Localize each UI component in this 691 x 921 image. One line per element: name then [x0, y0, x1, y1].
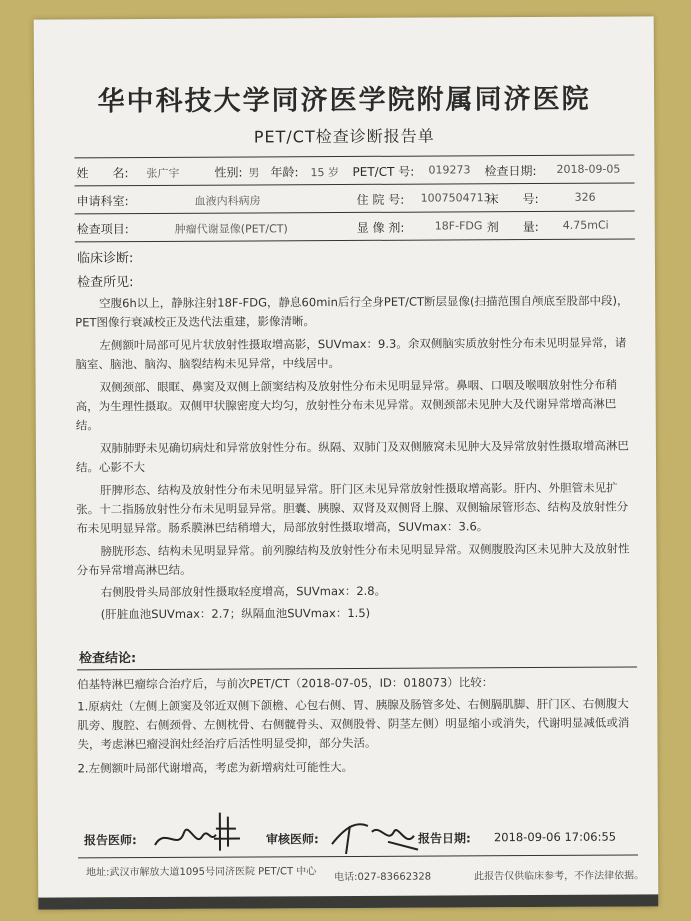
- report-title: PET/CT检查诊断报告单: [253, 126, 435, 147]
- findings-paragraph-7: 右侧股骨头局部放射性摄取轻度增高，SUVmax：2.8。: [100, 583, 387, 600]
- dept-label: 申请科室:: [76, 194, 129, 209]
- conclusion-rule: [77, 666, 637, 670]
- findings-paragraph-1: 空腹6h以上，静脉注射18F-FDG，静息60min后行全身PET/CT断层显像(扫描范围自颅底至股部中段)，PET图像行衰减校正及迭代法重建，影像清晰。: [75, 293, 629, 330]
- exam-date-label: 检查日期:: [484, 163, 537, 179]
- findings-paragraph-8: (肝脏血池SUVmax：2.7；纵隔血池SUVmax：1.5): [100, 605, 371, 622]
- hospital-name: 华中科技大学同济医学院附属同济医院: [97, 83, 591, 118]
- age-label: 年龄:: [270, 165, 299, 180]
- conclusion-label: 检查结论:: [78, 651, 137, 667]
- reporter-label: 报告医师:: [83, 833, 137, 848]
- report-date-value: 2018-09-06 17:06:55: [493, 829, 617, 845]
- findings-paragraph-5: 肝脾形态、结构及放射性分布未见明显异常。肝门区未见异常放射性摄取增高影。肝内、外胆管未见扩张。十二指肠放射性分布未见明显异常。胆囊、胰腺、双肾及双侧肾上腺、双侧输尿管形态、结构及放射性分布未见明显异常。肠系膜淋巴结稍增大，局部放射性摄取增高，SUVmax：3.6。: [76, 480, 629, 536]
- dose-label: 剂 量:: [486, 219, 539, 235]
- item-label: 检查项目:: [76, 222, 129, 237]
- dept-value: 血液内科病房: [194, 194, 261, 208]
- reviewer-label: 审核医师:: [265, 832, 319, 847]
- reviewer-signature: [328, 814, 428, 859]
- item-value: 肿瘤代谢显像(PET/CT): [174, 222, 288, 236]
- conclusion-line-3: 2.左侧额叶局部代谢增高，考虑为新增病灶可能性大。: [77, 759, 354, 776]
- header-rule-top: [74, 154, 634, 158]
- reporter-signature: [150, 807, 250, 856]
- findings-paragraph-2: 左侧额叶局部可见片状放射性摄取增高影，SUVmax：9.3。余双侧脑实质放射性分布未见明显异常，诸脑室、脑池、脑沟、脑裂结构未见异常，中线居中。: [75, 335, 627, 372]
- dose-value: 4.75mCi: [562, 218, 609, 232]
- findings-label: 检查所见:: [77, 275, 134, 291]
- header-rule-2: [75, 210, 635, 214]
- findings-paragraph-4: 双肺肺野未见确切病灶和异常放射性分布。纵隔、双肺门及双侧腋窝未见肿大及异常放射性摄取增高淋巴结。心影不大: [75, 438, 629, 475]
- name-label: 姓 名:: [76, 166, 129, 181]
- agent-label: 显 像 剂:: [356, 220, 405, 235]
- footer-note: 此报告仅供临床参考，不作法律依据。: [474, 870, 645, 883]
- footer-address: 地址:武汉市解放大道1095号同济医院 PET/CT 中心: [86, 866, 317, 879]
- footer-phone: 电话:027-83662328: [334, 871, 432, 884]
- sex-value: 男: [248, 166, 260, 180]
- report-date-label: 报告日期:: [417, 831, 471, 846]
- header-rule-1: [75, 182, 635, 186]
- findings-paragraph-6: 膀胱形态、结构未见明显异常。前列腺结构及放射性分布未见明显异常。双侧腹股沟区未见肿大及放射性分布异常增高淋巴结。: [76, 541, 630, 578]
- header-rule-3: [75, 238, 635, 242]
- conclusion-line-1: 伯基特淋巴瘤综合治疗后，与前次PET/CT（2018-07-05，ID：018073）比较：: [77, 675, 494, 692]
- conclusion-line-2: 1.原病灶（左侧上颌窦及邻近双侧下颌檐、心包右侧、胃、胰腺及肠管多处、右侧膈肌脚、肝门区、右侧腹大肌旁、腹腔、右侧颈骨、左侧枕骨、右侧髋骨头、双侧股骨、阴茎左侧）明显缩小或消失，代谢明显减低或消失，考虑淋巴瘤浸润灶经治疗后活性明显受抑，部分失活。: [77, 696, 630, 752]
- sex-label: 性别:: [214, 165, 243, 180]
- bed-label: 床 号:: [486, 191, 539, 207]
- exam-date-value: 2018-09-05: [556, 162, 621, 176]
- petct-value: 019273: [428, 163, 471, 177]
- agent-value: 18F-FDG: [434, 219, 483, 233]
- admission-value: 1007504713: [420, 191, 491, 205]
- admission-label: 住 院 号:: [356, 192, 405, 207]
- sheet-edge-shadow: [38, 894, 658, 909]
- petct-label: PET/CT 号:: [352, 164, 415, 179]
- report-sheet: [34, 16, 659, 909]
- bed-value: 326: [574, 190, 596, 204]
- findings-paragraph-3: 双侧颈部、眼眶、鼻窦及双侧上颌窦结构及放射性分布未见明显异常。鼻咽、口咽及喉咽放射性分布稍高，为生理性摄取。双侧甲状腺密度大均匀，放射性分布未见异常。双侧颈部未见肿大及代谢异常增高淋巴结。: [75, 377, 618, 433]
- age-value: 15 岁: [310, 166, 340, 180]
- clinical-diagnosis-label: 临床诊断:: [76, 251, 134, 267]
- name-value: 张广宇: [146, 166, 180, 181]
